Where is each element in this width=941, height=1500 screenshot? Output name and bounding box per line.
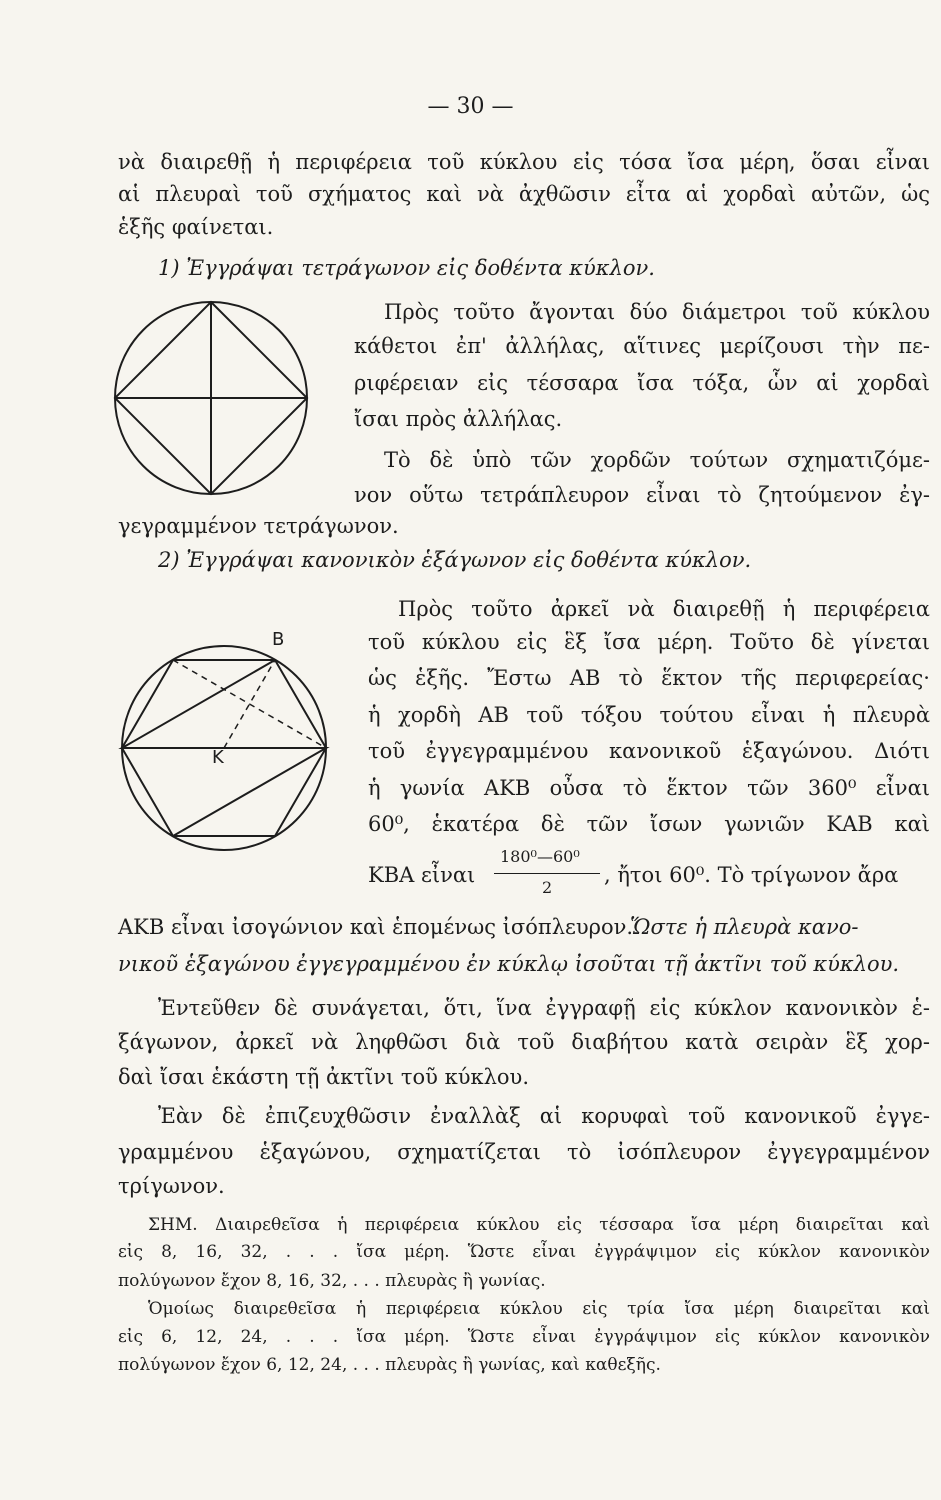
text-line: Πρὸς τοῦτο ἀρκεῖ νὰ διαιρεθῇ ἡ περιφέρεια xyxy=(398,597,930,621)
text-line: γεγραμμένον τετράγωνον. xyxy=(118,514,399,538)
point-label-b: B xyxy=(272,629,285,650)
note-line: πολύγωνον ἔχον 8, 16, 32, . . . πλευρὰς ἢ γωνίας. xyxy=(118,1271,546,1291)
text-line: αἱ πλευραὶ τοῦ σχήματος καὶ νὰ ἀχθῶσιν εἶτα αἱ χορδαὶ αὐτῶν, ὡς xyxy=(118,182,930,206)
text-line: τοῦ ἐγγεγραμμένου κανονικοῦ ἑξαγώνου. Διότι xyxy=(368,739,930,763)
text-line: ἴσαι πρὸς ἀλλήλας. xyxy=(354,407,563,431)
note-line: εἰς 6, 12, 24, . . . ἴσα μέρη. Ὥστε εἶναι ἐγγράψιμον εἰς κύκλον κανονικὸν xyxy=(118,1327,930,1347)
text-line: ξάγωνον, ἀρκεῖ νὰ ληφθῶσι διὰ τοῦ διαβήτου κατὰ σειρὰν ἓξ χορ- xyxy=(118,1030,930,1054)
text-line: νὰ διαιρεθῇ ἡ περιφέρεια τοῦ κύκλου εἰς τόσα ἴσα μέρη, ὅσαι εἶναι xyxy=(118,150,930,174)
text-line: ὡς ἑξῆς. Ἔστω ΑΒ τὸ ἕκτον τῆς περιφερείας· xyxy=(368,666,930,690)
note-line: Ὁμοίως διαιρεθεῖσα ἡ περιφέρεια κύκλου εἰς τρία ἴσα μέρη διαιρεῖται καὶ xyxy=(148,1299,930,1319)
text-line-italic: Ὥστε ἡ πλευρὰ κανο- xyxy=(630,915,859,939)
fraction-denominator: 2 xyxy=(542,878,553,897)
text-line: ἡ χορδὴ ΑΒ τοῦ τόξου τούτου εἶναι ἡ πλευρὰ xyxy=(368,703,930,727)
text-line: 60⁰, ἑκατέρα δὲ τῶν ἴσων γωνιῶν ΚΑΒ καὶ xyxy=(368,812,930,836)
text-line: , ἤτοι 60⁰. Τὸ τρίγωνον ἄρα xyxy=(604,863,899,887)
text-line: Πρὸς τοῦτο ἄγονται δύο διάμετροι τοῦ κύκλου xyxy=(384,300,930,324)
fraction-bar xyxy=(494,873,600,874)
text-line: νον οὕτω τετράπλευρον εἶναι τὸ ζητούμενον ἐγ- xyxy=(354,483,930,507)
text-line: ριφέρειαν εἰς τέσσαρα ἴσα τόξα, ὧν αἱ χορδαὶ xyxy=(354,371,930,395)
text-line: δαὶ ἴσαι ἑκάστη τῇ ἀκτῖνι τοῦ κύκλου. xyxy=(118,1065,529,1089)
text-line: Τὸ δὲ ὑπὸ τῶν χορδῶν τούτων σχηματιζόμε- xyxy=(384,448,930,472)
text-line: Ἐὰν δὲ ἐπιζευχθῶσιν ἐναλλὰξ αἱ κορυφαὶ τοῦ κανονικοῦ ἐγγε- xyxy=(158,1104,930,1128)
text-line: Ἐντεῦθεν δὲ συνάγεται, ὅτι, ἵνα ἐγγραφῇ εἰς κύκλον κανονικὸν ἑ- xyxy=(158,996,930,1020)
section-heading-1: 1) Ἐγγράψαι τετράγωνον εἰς δοθέντα κύκλον. xyxy=(158,256,655,280)
inscribed-square-figure xyxy=(96,290,326,520)
point-label-k: K xyxy=(212,747,224,768)
text-line: γραμμένου ἑξαγώνου, σχηματίζεται τὸ ἰσόπλευρον ἐγγεγραμμένον xyxy=(118,1140,930,1164)
text-line: κάθετοι ἐπ' ἀλλήλας, αἵτινες μερίζουσι τὴν πε- xyxy=(354,334,930,358)
text-line: ΑΚΒ εἶναι ἰσογώνιον καὶ ἑπομένως ἰσόπλευρον. xyxy=(118,915,634,939)
text-line: τοῦ κύκλου εἰς ἓξ ἴσα μέρη. Τοῦτο δὲ γίνεται xyxy=(368,630,930,654)
fraction-numerator: 180⁰—60⁰ xyxy=(500,847,580,866)
text-line: ἡ γωνία ΑΚΒ οὖσα τὸ ἕκτον τῶν 360⁰ εἶναι xyxy=(368,776,930,800)
text-line-italic: νικοῦ ἑξαγώνου ἐγγεγραμμένου ἐν κύκλῳ ἰσοῦται τῇ ἀκτῖνι τοῦ κύκλου. xyxy=(118,952,900,976)
text-line: ΚΒΑ εἶναι xyxy=(368,863,476,887)
note-line: εἰς 8, 16, 32, . . . ἴσα μέρη. Ὥστε εἶναι ἐγγράψιμον εἰς κύκλον κανονικὸν xyxy=(118,1242,930,1262)
page-number: — 30 — xyxy=(427,94,514,119)
note-line: ΣΗΜ. Διαιρεθεῖσα ἡ περιφέρεια κύκλου εἰς τέσσαρα ἴσα μέρη διαιρεῖται καὶ xyxy=(148,1215,930,1235)
note-line: πολύγωνον ἔχον 6, 12, 24, . . . πλευρὰς ἢ γωνίας, καὶ καθεξῆς. xyxy=(118,1355,661,1375)
text-line: τρίγωνον. xyxy=(118,1174,225,1198)
text-line: ἑξῆς φαίνεται. xyxy=(118,215,274,239)
section-heading-2: 2) Ἐγγράψαι κανονικὸν ἑξάγωνον εἰς δοθέντα κύκλον. xyxy=(158,548,752,572)
